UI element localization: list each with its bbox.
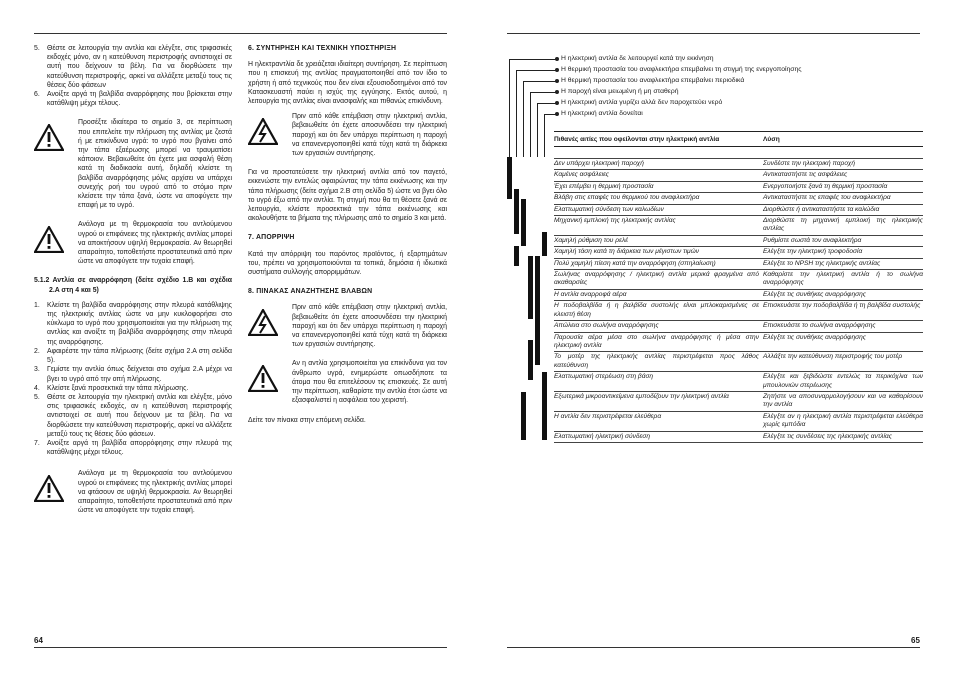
solution-cell: Αλλάξτε την κατεύθυνση περιστροφής του μοτέρ: [763, 353, 903, 361]
solution-cell: Ελέγξτε αν η ηλεκτρική αντλία περιστρέφεται ελεύθερα χωρίς εμπόδια: [763, 412, 923, 429]
page-number: 65: [911, 636, 920, 645]
symptom-marker: [521, 392, 526, 440]
legend-item: Η ηλεκτρική αντλία γυρίζει αλλά δεν παροχετεύει νερό: [561, 99, 723, 106]
right-column: [248, 44, 447, 431]
solution-cell: Ελέγξτε τις συνθήκες αναρρόφησης: [763, 290, 866, 298]
bullet-dot: [555, 79, 559, 83]
cause-cell: Σωλήνας αναρρόφησης / ηλεκτρική αντλία μερικά φραγμένα από ακαθαρσίες: [554, 271, 759, 287]
solution-cell: Συνδέστε την ηλεκτρική παροχή: [763, 160, 856, 167]
table-row: [554, 259, 923, 270]
bottom-rule: [507, 647, 920, 648]
legend-item: Η παροχή είναι μειωμένη ή μη σταθερή: [561, 88, 679, 95]
symptom-marker: [542, 372, 547, 440]
symptom-marker: [535, 256, 540, 365]
legend-item: Η θερμική προστασία του αναφλεκτήρα επεμβαίνει περιοδικά: [561, 77, 745, 84]
table-row: [554, 290, 923, 301]
solution-cell: Ρυθμίστε σωστά τον αναφλεκτήρα: [763, 236, 862, 244]
solution-cell: Ζητήστε να αποσυναρμολογήσουν και να καθαρίσουν την αντλία: [763, 392, 923, 409]
header-solution: Λύση: [763, 135, 780, 143]
cause-cell: Απώλεια στο σωλήνα αναρρόφησης: [554, 322, 659, 330]
table-header: [554, 131, 923, 147]
solution-cell: Διορθώστε τη μηχανική εμπλοκή της ηλεκτρικής αντλίας: [763, 217, 923, 233]
bullet-dot: [555, 57, 559, 61]
solution-cell: Αντικαταστήστε τις ασφάλειες: [763, 171, 848, 179]
cause-cell: Ελαττωματική στερέωση στη βάση: [554, 373, 654, 381]
cause-cell: Χαμηλή τάση κατά τη διάρκεια των μέγιστων τιμών: [554, 248, 700, 256]
table-row: [554, 205, 923, 216]
paragraph: Για να προστατεύσετε την ηλεκτρική αντλία από τον παγετό, εκκενώστε την εντελώς αφαιρώντας την τάπα εκκένωσης και την τάπα πλήρωσης (δείτε σχήμα 2.B στη σελίδα 5) ώστε να βγει όλο το υγρό έξω από την αντλία. Τη στιγμή που θα τη θέσετε ξανά σε λειτουργία, κλείστε προσεκτικά την τάπα εκκένωσης και ακολουθήστε τα βήματα της πλήρωσης από το σημείο 3 και μετά.: [248, 169, 447, 223]
cause-cell: Χαμηλή ρύθμιση του ρελέ: [554, 236, 629, 244]
paragraph: Η ηλεκτραντλία δε χρειάζεται ιδιαίτερη συντήρηση. Σε περίπτωση που η επισκευή της αντλίας πραγματοποιηθεί από τον ίδιο το χρήστη ή από τεχνικούς που δεν είναι εξουσιοδοτημένοι από τον Κατασκευαστή παύει η ισχύς της εγγύησης. Εκτός αυτού, η λειτουργία της αντλίας είναι ανασφαλής και πιθανώς επικίνδυνη.: [248, 61, 447, 106]
table-row: [554, 182, 923, 193]
cause-cell: Καμένες ασφάλειες: [554, 171, 609, 179]
table-row: [554, 247, 923, 258]
electric-warning-block: Πριν από κάθε επέμβαση στην ηλεκτρική αντλία, βεβαιωθείτε ότι έχετε αποσυνδέσει την ηλεκτρική παροχή και ότι δεν υπάρχει περίπτωση η παροχή να επανενεργοποιηθεί κατά τύχη κατά τη διάρκεια των εργασιών συντήρησης.: [248, 303, 447, 349]
table-row: [554, 352, 923, 372]
cause-cell: Έχει επέμβει η θερμική προστασία: [554, 182, 654, 190]
solution-cell: Επισκευάστε την ποδοβαλβίδα ή τη βαλβίδα συστολής: [763, 302, 921, 310]
list-item: 4. Κλείστε ξανά προσεκτικά την τάπα πλήρωσης.: [34, 384, 189, 392]
solution-cell: Ελέγξτε τις συνδέσεις της ηλεκτρικής αντλίας: [763, 432, 892, 440]
table-spacer: [554, 147, 923, 159]
header-causes: Πιθανές αιτίες που οφείλονται στην ηλεκτρική αντλία: [554, 135, 720, 143]
cause-cell: Η αντλία δεν περιστρέφεται ελεύθερα: [554, 412, 662, 420]
solution-cell: Επισκευάστε το σωλήνα αναρρόφησης: [763, 322, 876, 330]
connector-line: [523, 81, 524, 157]
cause-cell: Πολύ χαμηλή πίεση κατά την αναρρόφηση (σπηλαίωση): [554, 259, 716, 267]
page-number: 64: [34, 636, 43, 645]
electric-hazard-icon: [248, 118, 278, 145]
warning-icon: [248, 365, 278, 392]
left-column: [34, 44, 232, 525]
table-row: [554, 321, 923, 332]
bullet-dot: [555, 112, 559, 116]
connector-line: [509, 59, 557, 60]
bullet-dot: [555, 101, 559, 105]
bullet-dot: [555, 68, 559, 72]
list-item: 5. Θέστε σε λειτουργία την ηλεκτρική αντλία και ελέγξτε, μόνο στις τριφασικές εκδοχές, αν η κατεύθυνση περιστροφής αντιστοιχεί σε αυτή που δείχνουν με τα βέλη. Για να διορθώσετε την κατεύθυνση περιστροφής, αρκεί να αλλάξετε μεταξύ τους τις θέσεις δύο φάσεων.: [34, 393, 232, 438]
symptom-marker: [542, 232, 547, 256]
table-row: [554, 333, 923, 353]
warning-icon: [34, 475, 64, 502]
symptom-marker: [528, 256, 533, 319]
symptom-marker: [521, 199, 526, 246]
solution-cell: Ελέγξτε και ξεβιδώστε εντελώς τα περικόχλια των μπουλονιών στερέωσης: [763, 373, 923, 389]
warning-block: Αν η αντλία χρησιμοποιείται για επικίνδυνα για τον άνθρωπο υγρά, ενημερώστε οπωσδήποτε τα άτομα που θα επιτελέσουν τις επισκευές. Σε αυτή την περίπτωση, καθαρίστε την αντλία έτσι ώστε να εξασφαλιστεί η ασφάλεια του χειριστή.: [248, 359, 447, 405]
connector-line: [530, 92, 557, 93]
table-row: [554, 236, 923, 247]
heading-troubleshooting: 8. ΠΙΝΑΚΑΣ ΑΝΑΖΗΤΗΣΗΣ ΒΛΑΒΩΝ: [248, 288, 373, 296]
symptom-marker: [507, 157, 512, 199]
table-row: [554, 216, 923, 236]
table-row: [554, 270, 923, 290]
solution-cell: Ελέγξτε τις συνθήκες αναρρόφησης: [763, 333, 866, 341]
troubleshooting-table: [554, 131, 923, 443]
warning-block: Ανάλογα με τη θερμοκρασία του αντλούμενου υγρού οι επιφάνειες της ηλεκτρικής αντλίας μπορεί να φτάσουν σε υψηλή θερμοκρασία. Αν θεωρηθεί απαραίτητο, τοποθετήστε προστατευτικά από πριν ώστε να αποφύγετε την τυχαία επαφή.: [34, 469, 232, 515]
section-heading: 5.1.2 Αντλία σε αναρρόφηση (δείτε σχέδιο 1.B και σχέδια 2.A στη 4 και 5): [34, 277, 232, 294]
bottom-rule: [34, 647, 447, 648]
list-item: 5. Θέστε σε λειτουργία την αντλία και ελέγξτε, στις τριφασικές εκδοχές μόνο, αν η κατεύθυνση περιστροφής αντιστοιχεί σε αυτή που δείχνουν τα βέλη. Για να διορθώσετε την κατεύθυνση περιστροφής, αρκεί να αλλάξετε μεταξύ τους τις θέσεις δύο φάσεων: [34, 45, 232, 89]
cause-cell: Δεν υπάρχει ηλεκτρική παροχή: [554, 160, 644, 167]
table-row: [554, 372, 923, 392]
solution-cell: Αντικαταστήστε τις επαφές του αναφλεκτήρα: [763, 194, 891, 202]
cause-cell: Βλάβη στις επαφές του θερμικού του αναφλεκτήρα: [554, 194, 700, 202]
connector-line: [544, 114, 545, 157]
list-item: 6. Ανοίξτε αργά τη βαλβίδα αναρρόφησης που βρίσκεται στην κατάθλιψη μέχρι τέλους.: [34, 91, 232, 108]
connector-line: [516, 70, 557, 71]
connector-line: [509, 59, 510, 157]
solution-cell: Ελέγξτε το NPSH της ηλεκτρικής αντλίας: [763, 259, 881, 267]
warning-icon: [34, 124, 64, 151]
top-rule: [507, 33, 920, 34]
heading-maintenance: 6. ΣΥΝΤΗΡΗΣΗ ΚΑΙ ΤΕΧΝΙΚΗ ΥΠΟΣΤΗΡΙΞΗ: [248, 45, 397, 52]
list-item: 3. Γεμίστε την αντλία όπως δείχνεται στο σχήμα 2.A μέχρι να βγει το υγρό από την οπή πλήρωσης.: [34, 366, 232, 383]
cause-cell: Ελαττωματική σύνδεση των καλωδίων: [554, 205, 664, 213]
solution-cell: Διορθώστε ή αντικαταστήστε τα καλώδια: [763, 205, 880, 213]
solution-cell: Καθαρίστε την ηλεκτρική αντλία ή το σωλήνα αναρρόφησης: [763, 271, 923, 287]
legend-item: Η θερμική προστασία του αναφλεκτήρα επεμβαίνει τη στιγμή της ενεργοποίησης: [561, 66, 802, 73]
list-item: 2. Αφαιρέστε την τάπα πλήρωσης (δείτε σχήμα 2.A στη σελίδα 5).: [34, 347, 232, 365]
top-rule: [34, 33, 447, 34]
symptom-marker: [514, 189, 519, 234]
cause-cell: Η ποδοβαλβίδα ή η βαλβίδα συστολής είναι μπλοκαρισμένες σε κλειστή θέση: [554, 302, 759, 318]
connector-line: [530, 92, 531, 157]
electric-hazard-icon: [248, 309, 278, 336]
legend-item: Η ηλεκτρική αντλία δονείται: [561, 110, 643, 117]
electric-warning-block: Πριν από κάθε επέμβαση στην ηλεκτρική αντλία, βεβαιωθείτε ότι έχετε αποσυνδέσει την ηλεκτρική παροχή και ότι δεν υπάρχει περίπτωση η παροχή να επανενεργοποιηθεί κατά τύχη κατά τη διάρκεια των εργασιών συντήρησης.: [248, 112, 447, 158]
symptom-marker: [528, 340, 533, 380]
bullet-dot: [555, 90, 559, 94]
table-row: [554, 412, 923, 432]
cause-cell: Το μοτέρ της ηλεκτρικής αντλίας περιστρέφεται προς λάθος κατεύθυνση: [554, 353, 759, 369]
connector-line: [523, 81, 557, 82]
table-row: [554, 170, 923, 181]
symptom-marker: [514, 246, 519, 266]
connector-line: [537, 103, 557, 104]
cause-cell: Μηχανική εμπλοκή της ηλεκτρικής αντλίας: [554, 217, 676, 225]
legend-item: Η ηλεκτρική αντλία δε λειτουργεί κατά την εκκίνηση: [561, 55, 714, 62]
table-row: [554, 432, 923, 443]
list-item: 7. Ανοίξτε αργά τη βαλβίδα απορρόφησης στην πλευρά της κατάθλιψης μέχρι τέλους.: [34, 439, 232, 457]
cause-cell: Ελαττωματική ηλεκτρική σύνδεση: [554, 432, 651, 440]
table-row: [554, 392, 923, 412]
cause-cell: Εξωτερικά μικροαντικείμενα εμποδίζουν την ηλεκτρική αντλία: [554, 392, 729, 400]
warning-block: Προσέξτε ιδιαίτερα το σημείο 3, σε περίπτωση που επιτελείτε την πλήρωση της αντλίας με ζεστά ή με επικίνδυνα υγρά: το υγρό που βγαίνει από την τάπα εξαέρωσης μπορεί να τραυματίσει κάποιον. Βεβαιωθείτε ότι έχετε μια ασφαλή θέση κατά τη διαδικασία αυτή, δηλαδή κλείστε τη βαλβίδα αναρρόφησης μόλις αρχίσει να υπάρχει συνεχής ροή του υγρού από το στόμιο πριν κλείσετε την τάπα ξανά, ώστε να αποφύγετε την επαφή με το υγρό.: [34, 118, 232, 210]
warning-block: Ανάλογα με τη θερμοκρασία του αντλούμενου υγρού οι επιφάνειες της ηλεκτρικής αντλίας μπορεί να αποκτήσουν υψηλή θερμοκρασία. Αν θεωρηθεί απαραίτητο, τοποθετήστε προστατευτικά από πριν ώστε να αποφύγετε την τυχαία επαφή.: [34, 220, 232, 266]
solution-cell: Ελέγξτε την ηλεκτρική τροφοδοσία: [763, 248, 863, 256]
heading-disposal: 7. ΑΠΟΡΡΙΨΗ: [248, 234, 295, 242]
cause-cell: Παρουσία αέρα μέσα στο σωλήνα αναρρόφησης ή μέσα στην ηλεκτρική αντλία: [554, 333, 759, 349]
see-next-page-note: Δείτε τον πίνακα στην επόμενη σελίδα.: [248, 416, 366, 424]
warning-icon: [34, 226, 64, 253]
connector-line: [537, 103, 538, 157]
connector-line: [516, 70, 517, 157]
list-item: 1. Κλείστε τη βαλβίδα αναρρόφησης στην πλευρά κατάθλιψης της ηλεκτρικής αντλίας ώστε να μην κυκλοφορήσει στο κύκλωμα το υγρό που χρησιμοποιείται για την πλήρωση της αντλίας και ανοίξτε τη βαλβίδα αναρρόφησης στην πλευρά της αναρρόφησης.: [34, 301, 232, 346]
table-row: [554, 159, 923, 170]
table-row: [554, 193, 923, 204]
cause-cell: Η αντλία αναρροφά αέρα: [554, 290, 627, 298]
table-row: [554, 301, 923, 321]
solution-cell: Ενεργοποιήστε ξανά τη θερμική προστασία: [763, 182, 888, 190]
paragraph: Κατά την απόρριψη του παρόντος προϊόντος, ή εξαρτημάτων του, πρέπει να χρησιμοποιούνται τα τοπικά, δημόσια ή ιδιωτικά συστήματα συλλογής απορριμμάτων.: [248, 250, 447, 277]
